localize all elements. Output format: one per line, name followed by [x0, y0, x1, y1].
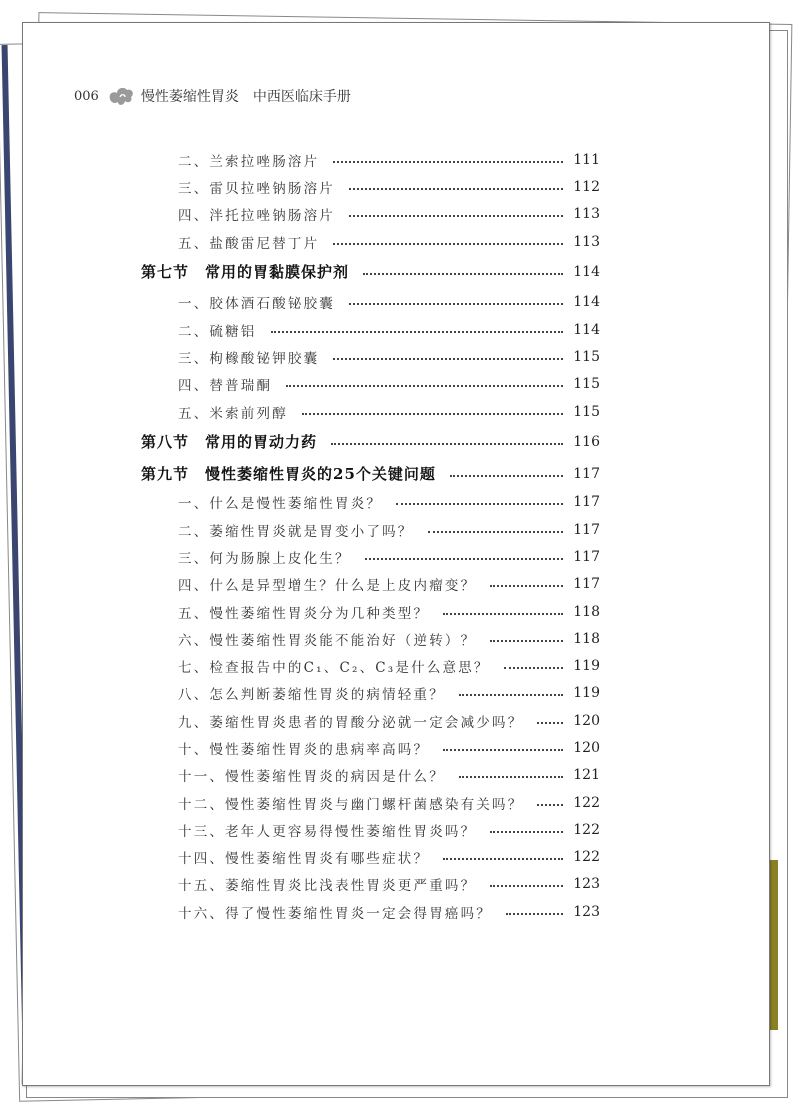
toc-label: 五、米索前列醇 — [178, 405, 288, 422]
toc-entry — [141, 762, 600, 789]
toc-label: 第八节 常用的胃动力药 — [141, 433, 318, 452]
page-number: 006 — [74, 88, 99, 104]
toc-label: 第七节 常用的胃黏膜保护剂 — [141, 263, 350, 282]
toc-label: 九、萎缩性胃炎患者的胃酸分泌就一定会减少吗？ — [178, 714, 524, 731]
toc-entry — [141, 398, 600, 425]
toc-page-number: 118 — [573, 630, 600, 647]
toc-entry — [141, 543, 600, 570]
toc-entry — [141, 289, 600, 316]
toc-page-number: 114 — [573, 263, 600, 280]
toc-label: 二、硫糖铝 — [178, 323, 257, 340]
toc-label: 十四、慢性萎缩性胃炎有哪些症状？ — [178, 851, 430, 868]
dot-leader — [490, 831, 563, 833]
book-subtitle: 中西医临床手册 — [252, 89, 351, 105]
dot-leader — [365, 558, 564, 560]
toc-page-number: 116 — [573, 433, 600, 450]
dot-leader — [490, 585, 563, 587]
toc-page-number: 119 — [573, 658, 600, 675]
dot-leader — [490, 885, 563, 887]
toc-entry — [141, 816, 600, 843]
toc-page-number: 122 — [573, 794, 600, 811]
dot-leader — [537, 722, 563, 724]
toc-label: 八、怎么判断萎缩性胃炎的病情轻重？ — [178, 687, 445, 704]
dot-leader — [331, 443, 563, 445]
toc-page-number: 114 — [573, 294, 600, 311]
dot-leader — [537, 804, 563, 806]
dot-leader — [459, 776, 563, 778]
dot-leader — [396, 503, 563, 505]
toc-label: 四、什么是异型增生？什么是上皮内瘤变？ — [178, 578, 477, 595]
dot-leader — [459, 694, 563, 696]
dot-leader — [302, 413, 563, 415]
toc-entry — [141, 680, 600, 707]
toc-label: 十五、萎缩性胃炎比浅表性胃炎更严重吗？ — [178, 878, 477, 895]
toc-entry — [141, 228, 600, 255]
toc-entry — [141, 844, 600, 871]
toc-entry — [141, 316, 600, 343]
toc-entry — [141, 734, 600, 761]
dot-leader — [363, 273, 563, 275]
dot-leader — [490, 640, 563, 642]
cover-edge — [770, 860, 778, 1030]
toc-page-number: 113 — [573, 206, 600, 223]
table-of-contents — [141, 146, 600, 925]
toc-page-number: 121 — [573, 767, 600, 784]
dot-leader — [506, 913, 563, 915]
dot-leader — [333, 243, 563, 245]
toc-label: 十六、得了慢性萎缩性胃炎一定会得胃癌吗？ — [178, 905, 492, 922]
cloud-ornament-icon — [107, 85, 135, 107]
toc-page-number: 112 — [573, 178, 600, 195]
toc-page-number: 117 — [573, 465, 600, 482]
toc-label: 四、泮托拉唑钠肠溶片 — [178, 208, 335, 225]
toc-label: 三、枸橼酸铋钾胶囊 — [178, 350, 320, 367]
toc-page-number: 122 — [573, 849, 600, 866]
toc-label: 十二、慢性萎缩性胃炎与幽门螺杆菌感染有关吗？ — [178, 796, 524, 813]
toc-page-number: 120 — [573, 739, 600, 756]
toc-entry — [141, 489, 600, 516]
dot-leader — [271, 331, 564, 333]
toc-entry — [141, 652, 600, 679]
toc-page-number: 117 — [573, 576, 600, 593]
toc-label: 一、胶体酒石酸铋胶囊 — [178, 296, 335, 313]
toc-section — [141, 459, 600, 489]
toc-page-number: 113 — [573, 233, 600, 250]
toc-entry — [141, 201, 600, 228]
toc-page-number: 117 — [573, 521, 600, 538]
toc-label: 二、萎缩性胃炎就是胃变小了吗？ — [178, 523, 414, 540]
toc-page-number: 122 — [573, 821, 600, 838]
toc-label: 第九节 慢性萎缩性胃炎的25个关键问题 — [141, 465, 436, 484]
toc-entry — [141, 871, 600, 898]
dot-leader — [349, 215, 563, 217]
toc-label: 六、慢性萎缩性胃炎能不能治好（逆转）？ — [178, 632, 477, 649]
dot-leader — [443, 749, 563, 751]
toc-label: 一、什么是慢性萎缩性胃炎？ — [178, 496, 383, 513]
toc-entry — [141, 571, 600, 598]
dot-leader — [333, 358, 563, 360]
dot-leader — [286, 385, 563, 387]
toc-entry — [141, 146, 600, 173]
toc-section — [141, 255, 600, 289]
toc-page-number: 115 — [573, 376, 600, 393]
toc-label: 五、盐酸雷尼替丁片 — [178, 235, 320, 252]
toc-entry — [141, 707, 600, 734]
dot-leader — [450, 475, 563, 477]
toc-page-number: 117 — [573, 494, 600, 511]
toc-entry — [141, 371, 600, 398]
dot-leader — [428, 531, 564, 533]
book-title: 慢性萎缩性胃炎 — [140, 89, 239, 105]
toc-entry — [141, 343, 600, 370]
toc-page-number: 123 — [573, 903, 600, 920]
dot-leader — [333, 161, 563, 163]
toc-page-number: 120 — [573, 712, 600, 729]
toc-page-number: 111 — [573, 151, 600, 168]
toc-label: 二、兰索拉唑肠溶片 — [178, 153, 320, 170]
toc-entry — [141, 598, 600, 625]
toc-page-number: 115 — [573, 403, 600, 420]
toc-page-number: 119 — [573, 685, 600, 702]
dot-leader — [443, 858, 563, 860]
dot-leader — [443, 613, 563, 615]
toc-entry — [141, 898, 600, 925]
toc-page-number: 117 — [573, 548, 600, 565]
dot-leader — [349, 188, 563, 190]
toc-label: 三、雷贝拉唑钠肠溶片 — [178, 180, 335, 197]
dot-leader — [349, 303, 563, 305]
toc-page-number: 115 — [573, 348, 600, 365]
toc-entry — [141, 516, 600, 543]
toc-entry — [141, 625, 600, 652]
toc-section — [141, 425, 600, 459]
toc-label: 七、检查报告中的C₁、C₂、C₃是什么意思？ — [178, 660, 490, 677]
toc-page-number: 118 — [573, 603, 600, 620]
toc-label: 三、何为肠腺上皮化生？ — [178, 550, 351, 567]
toc-label: 五、慢性萎缩性胃炎分为几种类型？ — [178, 605, 430, 622]
running-header — [74, 85, 351, 107]
toc-label: 十、慢性萎缩性胃炎的患病率高吗？ — [178, 741, 430, 758]
toc-label: 十三、老年人更容易得慢性萎缩性胃炎吗？ — [178, 823, 477, 840]
toc-entry — [141, 173, 600, 200]
toc-entry — [141, 789, 600, 816]
toc-label: 四、替普瑞酮 — [178, 378, 273, 395]
toc-page-number: 123 — [573, 876, 600, 893]
toc-page-number: 114 — [573, 321, 600, 338]
toc-label: 十一、慢性萎缩性胃炎的病因是什么？ — [178, 769, 445, 786]
dot-leader — [504, 667, 564, 669]
